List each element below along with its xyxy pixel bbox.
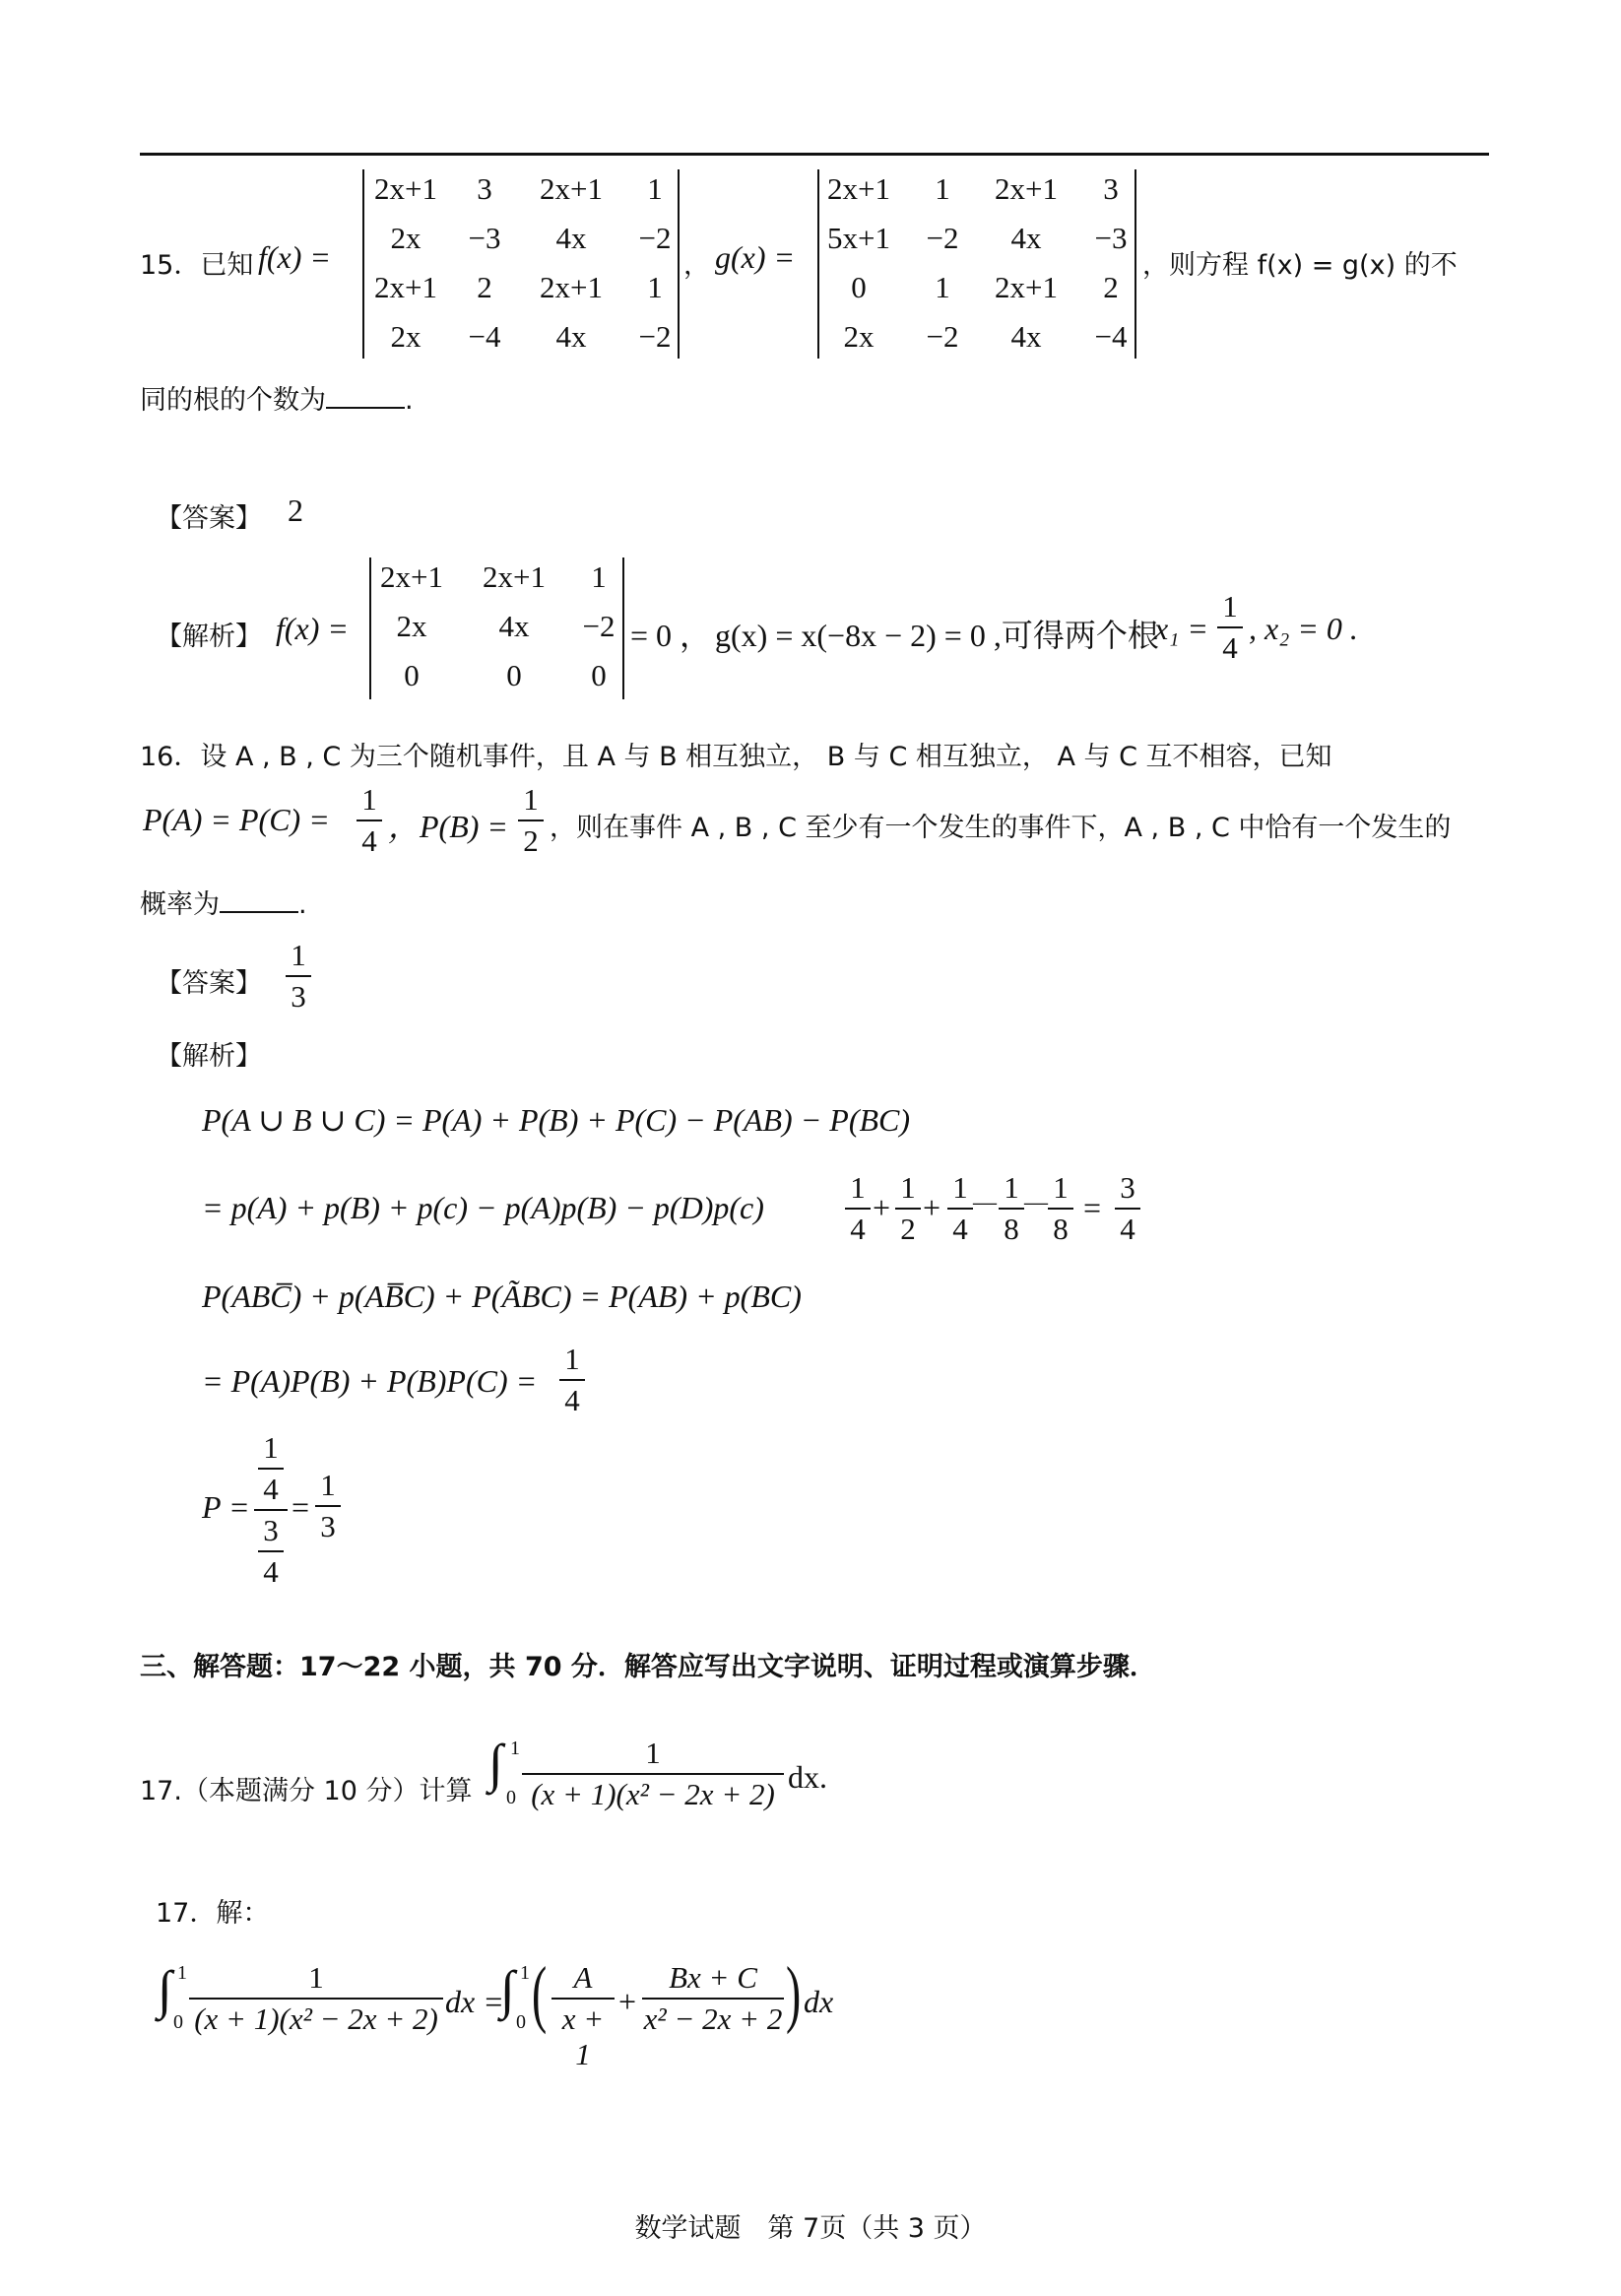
- q17-sol-plus: +: [618, 1984, 637, 2019]
- fraction-denominator: 4: [263, 1472, 279, 1506]
- answer-blank: [326, 407, 405, 409]
- integral-sign-icon: ∫: [488, 1734, 503, 1793]
- fraction-bar: [642, 1998, 784, 2000]
- matrix-cell: −3: [1094, 221, 1128, 255]
- fraction-denominator: 4: [952, 1212, 968, 1246]
- matrix-cell: 1: [647, 270, 663, 304]
- matrix-cell: 2x: [396, 609, 427, 643]
- matrix-cell: 1: [935, 171, 950, 206]
- q16-answer-fraction: [286, 938, 311, 1015]
- matrix-cell: 2x+1: [483, 559, 546, 594]
- fraction-denominator: 2: [900, 1212, 916, 1246]
- fraction-numerator: 1: [952, 1170, 968, 1205]
- matrix-cell: −2: [582, 609, 616, 643]
- matrix-cell: 2x: [843, 319, 875, 354]
- q16-eq5-equals: =: [292, 1489, 310, 1525]
- q16-eq5-result-fraction: [315, 1468, 341, 1544]
- q16-answer-label: 【答案】: [156, 968, 262, 999]
- matrix-cell: 0: [591, 658, 607, 692]
- q17-dx: dx.: [788, 1759, 827, 1795]
- fraction-denominator: 4: [850, 1212, 866, 1246]
- matrix-cell: 2x: [390, 319, 421, 354]
- q15-tail: ，则方程 f(x) = g(x) 的不: [1142, 250, 1458, 281]
- matrix-cell: 3: [1103, 171, 1119, 206]
- q16-line3-text: 概率为: [140, 889, 220, 920]
- fraction-numerator: 1: [850, 1170, 866, 1205]
- term-fraction: [947, 1170, 973, 1247]
- q17-sol-rhs-lim-upper: 1: [520, 1962, 530, 1984]
- fraction-denominator: 3: [320, 1509, 336, 1543]
- term-fraction: [1048, 1170, 1073, 1247]
- q15-line2-end: .: [405, 385, 414, 416]
- fraction-numerator: 1: [361, 782, 377, 817]
- matrix-cell: 3: [477, 171, 492, 206]
- term-operator: —: [973, 1190, 997, 1215]
- matrix-cell: 2: [1103, 270, 1119, 304]
- q15-line2: [140, 378, 414, 417]
- q17-solution-label: 17．解：: [156, 1898, 270, 1929]
- fraction-numerator: 1: [900, 1170, 916, 1205]
- q17-sol-rhs-lim-lower: 0: [516, 2011, 526, 2033]
- fraction-bar: [895, 1208, 921, 1210]
- q16-line3: [140, 883, 307, 921]
- answer-blank: [220, 911, 298, 913]
- fraction-bar: [845, 1208, 871, 1210]
- fraction-numerator: 1: [320, 1468, 336, 1502]
- q17-sol-lim-lower: 0: [173, 2011, 183, 2033]
- q16-eq4-fraction: [559, 1342, 585, 1418]
- matrix-cell: 2: [477, 270, 492, 304]
- fraction-numerator: 1: [291, 938, 306, 972]
- fraction-denominator: 3: [291, 979, 306, 1014]
- right-paren-icon: ): [786, 1952, 802, 2035]
- q17-prefix: 17.（本题满分 10 分）计算: [140, 1776, 473, 1806]
- q16-eq1: P(A ∪ B ∪ C) = P(A) + P(B) + P(C) − P(AB) − P(BC): [202, 1102, 911, 1138]
- q16-line1: 16．设 A , B , C 为三个随机事件，且 A 与 B 相互独立， B 与 C 相互独立， A 与 C 互不相容，已知: [140, 742, 1332, 772]
- q15-root1: x₁ =: [1154, 611, 1208, 646]
- fraction-numerator: 1: [1222, 589, 1238, 623]
- fraction-bar: [518, 820, 544, 821]
- matrix-cell: 0: [851, 270, 867, 304]
- q16-eq3: P(ABC̅) + p(AB̅C) + P(ÃBC) = P(AB) + p(BC): [202, 1279, 802, 1314]
- matrix-cell: −2: [638, 221, 672, 255]
- term-fraction: [895, 1170, 921, 1247]
- q16-pb-fraction: [518, 782, 544, 859]
- fraction-bar: [1217, 626, 1243, 628]
- matrix-cell: −3: [468, 221, 501, 255]
- fraction-bar: [286, 975, 311, 977]
- q15-number: 15．已知: [140, 250, 254, 281]
- q16-eq2-left: = p(A) + p(B) + p(c) − p(A)p(B) − p(D)p(c): [202, 1190, 764, 1225]
- matrix-cell: −2: [926, 319, 959, 354]
- matrix-cell: −4: [468, 319, 501, 354]
- term-operator: —: [1024, 1190, 1048, 1215]
- q15-answer: 2: [288, 492, 303, 528]
- fraction-bar: [315, 1505, 341, 1507]
- q17-sol-b-fraction: [642, 1960, 784, 2037]
- fraction-bar: [559, 1379, 585, 1381]
- fraction-numerator: 3: [1120, 1170, 1135, 1205]
- integral-sign-icon: ∫: [500, 1960, 515, 2019]
- fraction-bar: [189, 1998, 443, 2000]
- matrix-cell: 1: [591, 559, 607, 594]
- matrix-cell: 4x: [555, 221, 587, 255]
- fraction-numerator: 1: [564, 1342, 580, 1376]
- fraction-bar: [1048, 1208, 1073, 1210]
- q15-f-label: f(x) =: [258, 239, 331, 275]
- q15-analysis-f: f(x) =: [276, 611, 349, 646]
- matrix-cell: 0: [404, 658, 420, 692]
- q15-analysis-label: 【解析】: [156, 622, 262, 652]
- integral-sign-icon: ∫: [158, 1960, 172, 2019]
- q17-sol-left-fraction: [189, 1960, 443, 2037]
- matrix-cell: 2x+1: [540, 270, 603, 304]
- q17-lim-upper: 1: [510, 1738, 520, 1759]
- matrix-cell: −2: [638, 319, 672, 354]
- q15-analysis-g: g(x) = x(−8x − 2) = 0 ,可得两个根: [715, 618, 1159, 653]
- fraction-bar: [999, 1208, 1024, 1210]
- fraction-bar: [551, 1998, 615, 2000]
- fraction-denominator: 2: [523, 823, 539, 858]
- matrix-cell: 4x: [1010, 221, 1042, 255]
- fraction-denominator: (x + 1)(x² − 2x + 2): [194, 2001, 438, 2036]
- fraction-bar: [522, 1773, 784, 1775]
- matrix-cell: 5x+1: [827, 221, 890, 255]
- q16-pb: ，P(B) =: [388, 809, 509, 844]
- left-paren-icon: (: [532, 1952, 548, 2035]
- fraction-numerator: 3: [263, 1513, 279, 1547]
- fraction-numerator: 1: [1053, 1170, 1069, 1205]
- q17-sol-lim-upper: 1: [177, 1962, 187, 1984]
- q16-eq5-p: P =: [202, 1489, 250, 1525]
- fraction-denominator: 4: [361, 823, 377, 858]
- page-footer: 数学试题 第 7页（共 3 页）: [634, 2213, 987, 2244]
- q17-sol-a-fraction: [551, 1960, 615, 2072]
- q16-eq4: = P(A)P(B) + P(B)P(C) =: [202, 1363, 538, 1399]
- matrix-cell: 2x+1: [995, 270, 1058, 304]
- term-operator: +: [923, 1190, 941, 1225]
- matrix-cell: 2x+1: [827, 171, 890, 206]
- matrix-cell: 2x+1: [374, 270, 437, 304]
- section3-title: 三、解答题：17～22 小题，共 70 分．解答应写出文字说明、证明过程或演算步骤．: [140, 1652, 1156, 1682]
- fraction-numerator: A: [573, 1960, 593, 1995]
- inner-bottom-fraction: [258, 1513, 284, 1590]
- fraction-numerator: 1: [263, 1430, 279, 1465]
- header-rule: [140, 153, 1489, 156]
- matrix-cell: 2x+1: [995, 171, 1058, 206]
- q15-root1-fraction: [1217, 589, 1243, 666]
- matrix-cell: 4x: [1010, 319, 1042, 354]
- matrix-cell: 0: [506, 658, 522, 692]
- fraction-bar: [947, 1208, 973, 1210]
- q15-root2: , x₂ = 0 .: [1249, 611, 1358, 646]
- matrix-cell: 2x+1: [380, 559, 443, 594]
- inner-top-fraction: [258, 1430, 284, 1507]
- main-fraction-bar: [254, 1509, 288, 1511]
- matrix-cell: 1: [647, 171, 663, 206]
- fraction-denominator: 8: [1004, 1212, 1019, 1246]
- fraction-numerator: 1: [523, 782, 539, 817]
- fraction-bar: [258, 1468, 284, 1470]
- term-operator: +: [873, 1190, 891, 1225]
- fraction-bar: [1115, 1208, 1140, 1210]
- fraction-numerator: 1: [308, 1960, 324, 1995]
- q15-answer-label: 【答案】: [156, 503, 262, 534]
- matrix-cell: 4x: [555, 319, 587, 354]
- q17-lim-lower: 0: [506, 1787, 516, 1808]
- matrix-cell: −2: [926, 221, 959, 255]
- q16-pa: P(A) = P(C) =: [143, 802, 330, 837]
- matrix-cell: 1: [935, 270, 950, 304]
- term-fraction: [999, 1170, 1024, 1247]
- q15-comma: ，: [683, 250, 710, 281]
- q15-analysis-eq0: = 0 ，: [630, 618, 712, 653]
- fraction-denominator: x + 1: [561, 2001, 605, 2071]
- term-fraction: [845, 1170, 871, 1247]
- q17-sol-dx: dx: [804, 1984, 834, 2019]
- fraction-denominator: 4: [564, 1383, 580, 1417]
- q16-pa-fraction: [357, 782, 382, 859]
- q17-integrand-fraction: [522, 1736, 784, 1812]
- term-operator: =: [1083, 1190, 1102, 1225]
- matrix-cell: 2x+1: [540, 171, 603, 206]
- fraction-bar: [258, 1550, 284, 1552]
- q16-analysis-label: 【解析】: [156, 1041, 262, 1072]
- matrix-cell: 4x: [498, 609, 530, 643]
- fraction-denominator: 4: [263, 1554, 279, 1589]
- q16-line2-rest: ，则在事件 A , B , C 至少有一个发生的事件下，A , B , C 中恰有一个发生的: [550, 813, 1452, 843]
- fraction-numerator: 1: [645, 1736, 661, 1770]
- fraction-denominator: 4: [1222, 630, 1238, 665]
- q15-line2-text: 同的根的个数为: [140, 385, 326, 416]
- matrix-cell: 2x+1: [374, 171, 437, 206]
- q17-sol-left-dx: dx =: [445, 1984, 504, 2019]
- q15-g-label: g(x) =: [715, 239, 796, 275]
- fraction-numerator: 1: [1004, 1170, 1019, 1205]
- fraction-denominator: x² − 2x + 2: [643, 2001, 783, 2036]
- fraction-denominator: 4: [1120, 1212, 1135, 1246]
- fraction-numerator: Bx + C: [669, 1960, 757, 1995]
- fraction-denominator: (x + 1)(x² − 2x + 2): [531, 1777, 775, 1811]
- matrix-cell: −4: [1094, 319, 1128, 354]
- matrix-cell: 2x: [390, 221, 421, 255]
- term-fraction: [1115, 1170, 1140, 1247]
- fraction-bar: [357, 820, 382, 821]
- fraction-denominator: 8: [1053, 1212, 1069, 1246]
- q16-line3-end: .: [298, 889, 307, 920]
